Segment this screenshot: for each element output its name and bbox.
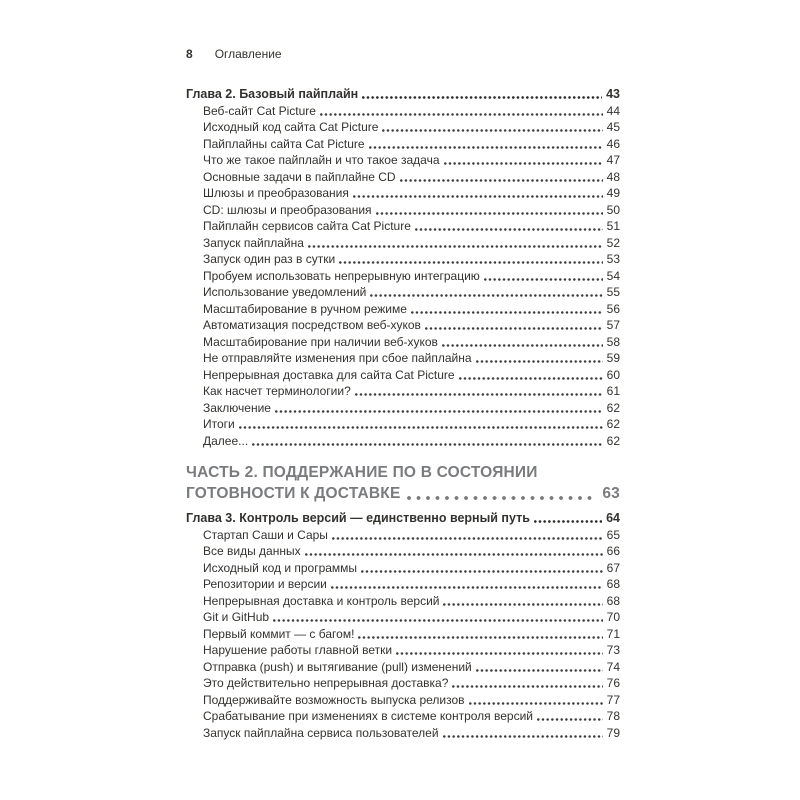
dot-leader [308, 245, 603, 248]
toc-entry-title: Запуск пайплайна [203, 235, 304, 250]
toc-entry-page: 73 [606, 643, 620, 657]
toc-entry-page: 44 [606, 103, 620, 118]
toc-entry [186, 400, 620, 417]
toc-entry [186, 367, 620, 384]
toc-entry [186, 103, 620, 120]
toc-entry [186, 576, 620, 593]
toc-entry [186, 543, 620, 560]
toc-entry-title: Использование уведомлений [203, 285, 367, 299]
dot-leader [534, 520, 602, 523]
toc-entry-title: Первый коммит — с багом! [203, 626, 355, 641]
toc-entry [186, 560, 620, 577]
toc-entry [186, 626, 620, 643]
dot-leader [396, 652, 603, 655]
toc-entry-title: Срабатывание при изменениях в системе контроля версий [203, 709, 533, 723]
dot-leader [443, 603, 602, 606]
toc-entry [186, 251, 620, 268]
toc-entry-page: 74 [606, 659, 620, 674]
toc-entry-title: Глава 3. Контроль версий — единственно верный путь [186, 511, 530, 525]
dot-leader [444, 162, 603, 165]
dot-leader [442, 344, 603, 347]
toc-entry-title: Непрерывная доставка для сайта Cat Picture [203, 367, 455, 382]
toc-entry-title: Автоматизация посредством веб-хуков [203, 318, 421, 332]
toc-entry-page: 68 [606, 593, 620, 608]
toc-entry-page: 49 [606, 186, 620, 200]
dot-leader [275, 410, 603, 413]
toc-entry [186, 169, 620, 186]
toc-entry-page: 62 [606, 433, 620, 448]
toc-entry-title: Запуск пайплайна сервиса пользователей [203, 725, 439, 740]
dot-leader [331, 586, 603, 589]
toc-entry-page: 62 [606, 400, 620, 415]
dot-leader [382, 129, 602, 132]
toc-entry [186, 725, 620, 742]
toc-chapter-heading [186, 510, 620, 527]
toc-entry-title: Исходный код и программы [203, 560, 358, 575]
dot-leader [484, 278, 603, 281]
dot-leader [469, 702, 603, 705]
dot-leader [443, 735, 603, 738]
toc-entry [186, 350, 620, 367]
toc-entry-title: Веб-сайт Cat Picture [203, 103, 316, 118]
toc-entry-page: 56 [606, 301, 620, 316]
toc-entry-title: Отправка (push) и вытягивание (pull) изменений [203, 659, 472, 674]
toc-entry-title: Шлюзы и преобразования [203, 186, 349, 200]
toc-entry [186, 317, 620, 334]
toc-entry [186, 708, 620, 725]
toc-entry [186, 593, 620, 610]
toc-entry [186, 119, 620, 136]
toc-entry [186, 301, 620, 318]
dot-leader [305, 553, 603, 556]
toc-entry-page: 60 [606, 367, 620, 382]
toc-entry [186, 202, 620, 219]
dot-leader [369, 146, 603, 149]
toc-entry-page: 68 [606, 577, 620, 591]
toc-entry [186, 383, 620, 400]
toc-entry [186, 235, 620, 252]
toc-entry-page: 77 [606, 692, 620, 707]
dot-leader [332, 537, 603, 540]
toc-entry-page: 59 [606, 351, 620, 365]
dot-leader [361, 570, 603, 573]
toc-entry-title: Это действительно непрерывная доставка? [203, 676, 449, 690]
toc-entry-title: Поддерживайте возможность выпуска релизов [203, 692, 465, 707]
toc-entry-page: 46 [606, 136, 620, 151]
running-header [186, 47, 282, 61]
toc-entry-title: Пайплайн сервисов сайта Cat Picture [203, 219, 411, 233]
part-title-line-1: ЧАСТЬ 2. ПОДДЕРЖАНИЕ ПО В СОСТОЯНИИ [186, 464, 538, 481]
dot-leader [358, 636, 602, 639]
toc-entry-title: Репозитории и версии [203, 577, 327, 591]
toc-entry [186, 433, 620, 450]
toc-entry [186, 334, 620, 351]
toc-entry-page: 48 [606, 169, 620, 184]
toc-entry [186, 692, 620, 709]
toc-entry-page: 64 [606, 511, 620, 525]
toc-entry-title: Заключение [203, 400, 271, 415]
dot-leader [476, 360, 603, 363]
toc-entry-title: Основные задачи в пайплайне CD [203, 169, 396, 184]
dot-leader [355, 393, 603, 396]
toc-entry [186, 218, 620, 235]
toc-entry [186, 642, 620, 659]
dot-leader [407, 496, 598, 500]
toc-entry-page: 51 [606, 219, 620, 233]
toc-entry-page: 45 [606, 120, 620, 134]
toc-entry-page: 76 [606, 676, 620, 690]
toc-entry-page: 54 [606, 268, 620, 283]
toc-entry-page: 53 [606, 252, 620, 266]
toc-entry-page: 70 [606, 610, 620, 624]
table-of-contents [186, 86, 620, 741]
dot-leader [362, 96, 602, 99]
toc-entry-page: 47 [606, 153, 620, 167]
dot-leader [425, 327, 603, 330]
toc-entry-title: Нарушение работы главной ветки [203, 643, 393, 657]
toc-entry-page: 61 [606, 384, 620, 398]
toc-entry-title: Исходный код сайта Cat Picture [203, 120, 379, 134]
toc-entry-title: Пайплайны сайта Cat Picture [203, 136, 365, 151]
dot-leader [411, 311, 603, 314]
toc-entry-page: 79 [606, 725, 620, 740]
dot-leader [370, 294, 602, 297]
toc-entry [186, 136, 620, 153]
part-title-line-2-row [186, 483, 620, 504]
dot-leader [415, 228, 603, 231]
running-header-title: Оглавление [214, 47, 282, 61]
toc-entry [186, 284, 620, 301]
toc-entry-title: Далее... [203, 433, 249, 448]
dot-leader [239, 426, 603, 429]
toc-entry-title: Глава 2. Базовый пайплайн [186, 87, 359, 101]
toc-entry-title: Запуск один раз в сутки [203, 252, 336, 266]
toc-entry-title: Стартап Саши и Сары [203, 527, 328, 542]
toc-entry [186, 268, 620, 285]
toc-entry [186, 609, 620, 626]
dot-leader [452, 685, 602, 688]
dot-leader [273, 619, 603, 622]
toc-entry-page: 52 [606, 235, 620, 250]
dot-leader [537, 718, 603, 721]
toc-entry-page: 43 [606, 87, 620, 101]
toc-entry-title: Итоги [203, 417, 235, 431]
toc-entry-title: Масштабирование в ручном режиме [203, 301, 407, 316]
toc-entry [186, 185, 620, 202]
dot-leader [320, 113, 603, 116]
dot-leader [339, 261, 602, 264]
toc-part-heading [186, 462, 620, 504]
toc-entry-title: Git и GitHub [203, 610, 270, 624]
toc-entry-title: Масштабирование при наличии веб-хуков [203, 334, 438, 349]
part-page: 63 [602, 485, 620, 502]
toc-entry-page: 65 [606, 527, 620, 542]
toc-entry [186, 675, 620, 692]
toc-entry-page: 55 [606, 285, 620, 299]
toc-entry-page: 67 [606, 560, 620, 575]
toc-entry-title: Не отправляйте изменения при сбое пайплайна [203, 351, 472, 365]
toc-entry-page: 57 [606, 318, 620, 332]
toc-entry-title: Что же такое пайплайн и что такое задача [203, 153, 440, 167]
toc-entry-page: 71 [606, 626, 620, 641]
toc-entry-page: 58 [606, 334, 620, 349]
toc-entry-title: Все виды данных [203, 544, 301, 558]
dot-leader [476, 669, 603, 672]
dot-leader [252, 443, 602, 446]
part-title-line-2: ГОТОВНОСТИ К ДОСТАВКЕ [186, 485, 401, 502]
toc-chapter-heading [186, 86, 620, 103]
toc-entry-page: 66 [606, 544, 620, 558]
page-number: 8 [186, 47, 193, 61]
toc-entry [186, 416, 620, 433]
toc-entry-page: 78 [606, 709, 620, 723]
toc-entry [186, 527, 620, 544]
toc-entry [186, 659, 620, 676]
toc-entry-title: Как насчет терминологии? [203, 384, 351, 398]
toc-entry-title: Непрерывная доставка и контроль версий [203, 593, 440, 608]
toc-entry-title: CD: шлюзы и преобразования [203, 202, 372, 217]
dot-leader [376, 212, 603, 215]
toc-entry-title: Пробуем использовать непрерывную интеграцию [203, 268, 480, 283]
toc-entry-page: 50 [606, 202, 620, 217]
dot-leader [400, 179, 603, 182]
dot-leader [459, 377, 603, 380]
toc-entry-page: 62 [606, 417, 620, 431]
dot-leader [353, 195, 603, 198]
toc-entry [186, 152, 620, 169]
